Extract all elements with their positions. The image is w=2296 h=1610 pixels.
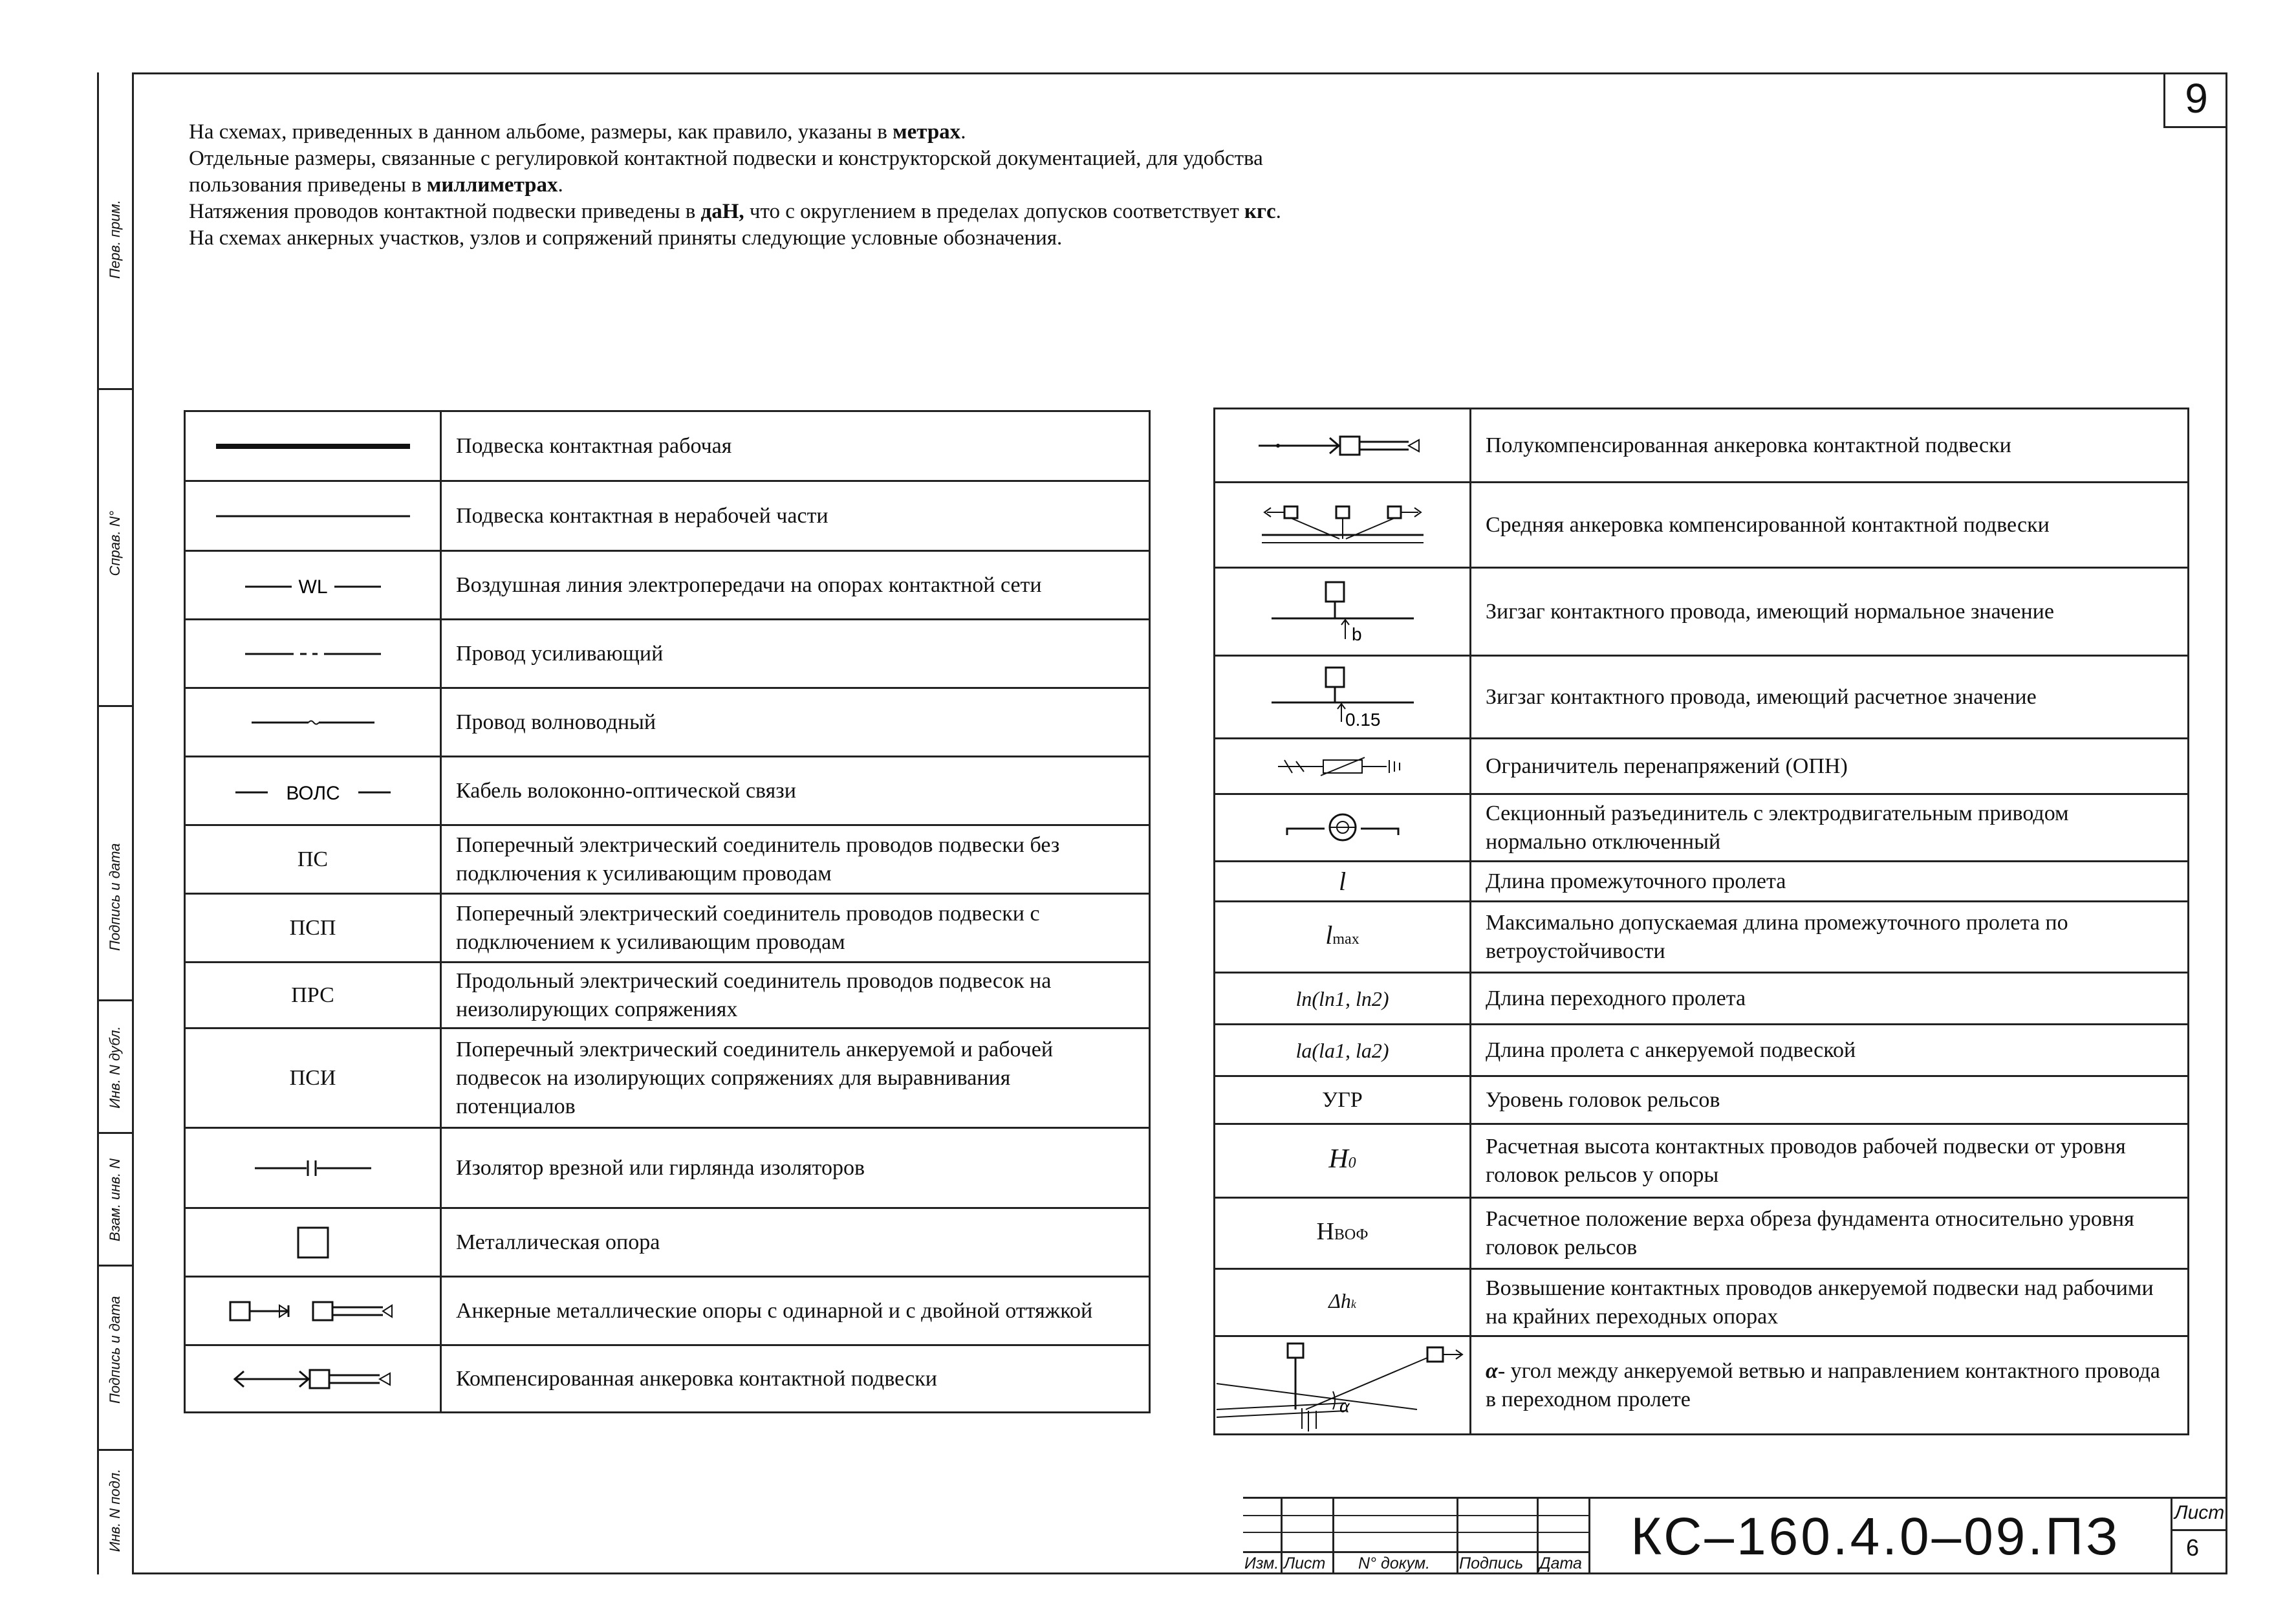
alpha-label: α (1339, 1395, 1350, 1417)
symbol-main: l (1325, 920, 1333, 950)
section-disconnector-icon (1284, 812, 1401, 844)
waveguide-wire-symbol (252, 716, 374, 729)
working-catenary-line-symbol (216, 440, 410, 453)
symbol-sub: ВОФ (1334, 1226, 1369, 1243)
desc-cell: Подвеска контактная рабочая (441, 411, 1150, 481)
angle-alpha-icon (1217, 1338, 1469, 1433)
desc-cell: Секционный разъединитель с электродвигательным приводом нормально отключенный (1471, 794, 2189, 862)
desc-cell: Ограничитель перенапряжений (ОПН) (1471, 739, 2189, 794)
symbol-cell (185, 481, 441, 551)
symbol-cell (185, 620, 441, 688)
desc-cell: Поперечный электрический соединитель анкеруемой и рабочей подвесок на изолирующих сопряжениях для выравнивания потенциалов (441, 1028, 1150, 1128)
symbol-main: H (1328, 1144, 1348, 1174)
nonworking-catenary-line-symbol (216, 510, 410, 523)
desc-cell: Возвышение контактных проводов анкеруемой подвески над рабочими на крайних переходных опорах (1471, 1269, 2189, 1336)
legend-row (1215, 862, 2189, 902)
side-label-vzam: Взам. инв. N (107, 1158, 123, 1242)
strip-divider (97, 1265, 132, 1267)
symbol-cell (185, 688, 441, 757)
desc-cell: Поперечный электрический соединитель проводов подвески с подключением к усиливающим проводам (441, 894, 1150, 963)
symbol-cell: lп(lп1, lп2) (1215, 973, 1471, 1025)
desc-cell: Подвеска контактная в нерабочей части (441, 481, 1150, 551)
symbol-cell: УГР (1215, 1076, 1471, 1124)
symbol-cell (185, 1345, 441, 1413)
symbol-cell (185, 1128, 441, 1208)
legend-row (185, 411, 1150, 481)
tb-label-izm: Изм. (1244, 1554, 1279, 1572)
alpha-desc: - угол между анкеруемой ветвью и направлением контактного провода в переходном пролете (1486, 1358, 2160, 1411)
anchor-poles-icon (229, 1298, 397, 1324)
desc-cell: Кабель волоконно-оптической связи (441, 757, 1150, 825)
symbol-main: Н (1316, 1218, 1334, 1245)
tb-line (1281, 1497, 1283, 1574)
strip-divider (97, 1449, 132, 1451)
fiber-optic-cable-symbol (235, 778, 391, 804)
document-code: КС–160.4.0–09.ПЗ (1630, 1507, 2121, 1566)
zigzag-b-label: b (1351, 624, 1362, 644)
tb-line (1457, 1497, 1458, 1574)
legend-row (185, 1028, 1150, 1128)
intro-text-run: что с округлением в пределах допусков соответствует (744, 200, 1245, 223)
side-label-sprav: Справ. N° (107, 510, 123, 576)
symbol-cell (1215, 1124, 1471, 1198)
tb-line (1588, 1497, 1590, 1574)
desc-cell: Длина переходного пролета (1471, 973, 2189, 1025)
intro-paragraph-3 (189, 199, 1288, 225)
desc-cell (1471, 1336, 2189, 1435)
tb-label-ndok: N° докум. (1358, 1554, 1431, 1572)
tb-label-podpis: Подпись (1459, 1554, 1524, 1572)
symbol-main: Δh (1328, 1289, 1351, 1312)
desc-cell: Зигзаг контактного провода, имеющий расчетное значение (1471, 656, 2189, 739)
desc-cell: Расчетная высота контактных проводов рабочей подвески от уровня головок рельсов у опоры (1471, 1124, 2189, 1198)
legend-row (1215, 739, 2189, 794)
desc-cell: Провод усиливающий (441, 620, 1150, 688)
intro-paragraph-4: На схемах анкерных участков, узлов и сопряжений приняты следующие условные обозначения. (189, 226, 1063, 250)
legend-row (185, 963, 1150, 1028)
legend-row (1215, 1269, 2189, 1336)
legend-row (185, 1208, 1150, 1277)
intro-paragraph-2 (189, 146, 1288, 199)
legend-row (1215, 483, 2189, 568)
side-label-inv-dubl: Инв. N дубл. (107, 1026, 123, 1109)
desc-cell: Воздушная линия электропередачи на опорах контактной сети (441, 551, 1150, 620)
symbol-cell (185, 1208, 441, 1277)
legend-row (1215, 568, 2189, 656)
intro-text-run: . (1275, 200, 1281, 223)
intro-text-run: . (960, 120, 966, 144)
insulator-symbol (255, 1159, 371, 1178)
legend-row (185, 481, 1150, 551)
symbol-cell (1215, 1336, 1471, 1435)
legend-row (1215, 409, 2189, 483)
side-label-podpis-2: Подпись и дата (107, 1296, 123, 1404)
symbol-sub: max (1332, 930, 1359, 948)
legend-row (185, 620, 1150, 688)
legend-row (1215, 1198, 2189, 1269)
zigzag-normal-icon (1272, 580, 1414, 644)
strip-divider (97, 1132, 132, 1134)
symbol-cell: ПСП (185, 894, 441, 963)
symbol-cell (1215, 568, 1471, 656)
legend-row (1215, 902, 2189, 973)
legend-row (1215, 794, 2189, 862)
symbol-cell (1215, 1269, 1471, 1336)
strip-divider (97, 999, 132, 1001)
desc-cell: Длина пролета с анкеруемой подвеской (1471, 1025, 2189, 1076)
legend-row (1215, 973, 2189, 1025)
fiber-optic-label: ВОЛС (285, 782, 340, 804)
desc-cell: Провод волноводный (441, 688, 1150, 757)
desc-cell: Расчетное положение верха обреза фундамента относительно уровня головок рельсов (1471, 1198, 2189, 1269)
symbol-cell: ПС (185, 825, 441, 894)
intro-text (189, 119, 1288, 252)
desc-cell: Средняя анкеровка компенсированной контактной подвески (1471, 483, 2189, 568)
intro-text-run: Натяжения проводов контактной подвески приведены в (189, 200, 701, 223)
symbol-cell (1215, 656, 1471, 739)
tb-label-list: Лист (1284, 1554, 1326, 1572)
desc-cell: Поперечный электрический соединитель проводов подвески без подключения к усиливающим проводам (441, 825, 1150, 894)
strip-divider (97, 388, 132, 390)
intro-bold-run: кгс (1244, 200, 1276, 223)
tb-line (2171, 1497, 2172, 1574)
desc-cell: Максимально допускаемая длина промежуточного пролета по ветроустойчивости (1471, 902, 2189, 973)
wl-line-symbol (245, 572, 381, 598)
reinforcing-wire-symbol (245, 647, 381, 660)
symbol-cell: ПРС (185, 963, 441, 1028)
symbol-cell (1215, 739, 1471, 794)
semi-compensated-anchoring-icon (1259, 433, 1427, 459)
desc-cell: Изолятор врезной или гирлянда изоляторов (441, 1128, 1150, 1208)
intro-paragraph-1 (189, 119, 1288, 146)
desc-cell: Полукомпенсированная анкеровка контактной подвески (1471, 409, 2189, 483)
legend-row (185, 1277, 1150, 1345)
legend-row (185, 688, 1150, 757)
intro-text-run: . (558, 173, 563, 197)
legend-table-right (1213, 408, 2189, 1435)
desc-cell: Металлическая опора (441, 1208, 1150, 1277)
symbol-cell (185, 411, 441, 481)
desc-cell: Зигзаг контактного провода, имеющий нормальное значение (1471, 568, 2189, 656)
symbol-cell (1215, 1198, 1471, 1269)
legend-row (1215, 1076, 2189, 1124)
wl-label: WL (298, 576, 327, 598)
desc-cell: Длина промежуточного пролета (1471, 862, 2189, 902)
legend-row (185, 894, 1150, 963)
symbol-cell: ПСИ (185, 1028, 441, 1128)
alpha-glyph: α (1486, 1358, 1498, 1383)
legend-row (185, 1345, 1150, 1413)
intro-text-run: Отдельные размеры, связанные с регулировкой контактной подвески и конструкторской документацией, для удобства пользования приведены в (189, 147, 1263, 197)
symbol-cell (1215, 794, 1471, 862)
legend-row (1215, 1336, 2189, 1435)
symbol-cell (185, 1277, 441, 1345)
symbol-cell: l (1215, 862, 1471, 902)
intro-bold-run: метрах (893, 120, 961, 144)
surge-arrester-icon (1278, 754, 1407, 779)
zigzag-015-label: 0.15 (1345, 709, 1380, 730)
legend-row (1215, 1025, 2189, 1076)
symbol-sub: 0 (1348, 1154, 1356, 1171)
side-label-podpis-1: Подпись и дата (107, 843, 123, 951)
strip-divider (97, 705, 132, 707)
desc-cell: Компенсированная анкеровка контактной подвески (441, 1345, 1150, 1413)
intro-bold-run: миллиметрах (426, 173, 558, 197)
metal-pole-icon (296, 1226, 330, 1259)
symbol-cell (1215, 409, 1471, 483)
tb-list-label: Лист (2174, 1502, 2225, 1523)
side-label-inv-podl: Инв. N подл. (107, 1468, 123, 1552)
tb-line (1537, 1497, 1539, 1574)
tb-label-data: Дата (1539, 1554, 1582, 1572)
symbol-cell (1215, 483, 1471, 568)
symbol-sub: k (1350, 1298, 1356, 1311)
compensated-anchoring-icon (232, 1366, 394, 1392)
legend-row (185, 551, 1150, 620)
symbol-cell (1215, 902, 1471, 973)
symbol-cell (185, 757, 441, 825)
symbol-cell (185, 551, 441, 620)
symbol-cell: lа(lа1, lа2) (1215, 1025, 1471, 1076)
tb-line (2171, 1529, 2227, 1531)
tb-list-number: 6 (2186, 1534, 2200, 1561)
desc-cell: Уровень головок рельсов (1471, 1076, 2189, 1124)
middle-anchoring-icon (1262, 503, 1424, 548)
desc-cell: Продольный электрический соединитель проводов подвесок на неизолирующих сопряжениях (441, 963, 1150, 1028)
side-label-perv-prim: Перв. прим. (107, 200, 123, 279)
sheet-number-box: 9 (2163, 72, 2227, 128)
intro-text-run: На схемах, приведенных в данном альбоме, размеры, как правило, указаны в (189, 120, 893, 144)
legend-table-left (184, 410, 1151, 1413)
intro-bold-run: даН, (700, 200, 744, 223)
legend-row (185, 757, 1150, 825)
zigzag-calculated-icon (1272, 665, 1414, 730)
legend-row (1215, 1124, 2189, 1198)
legend-row (185, 1128, 1150, 1208)
legend-row (1215, 656, 2189, 739)
desc-cell: Анкерные металлические опоры с одинарной и с двойной оттяжкой (441, 1277, 1150, 1345)
tb-line (1332, 1497, 1334, 1574)
legend-row (185, 825, 1150, 894)
